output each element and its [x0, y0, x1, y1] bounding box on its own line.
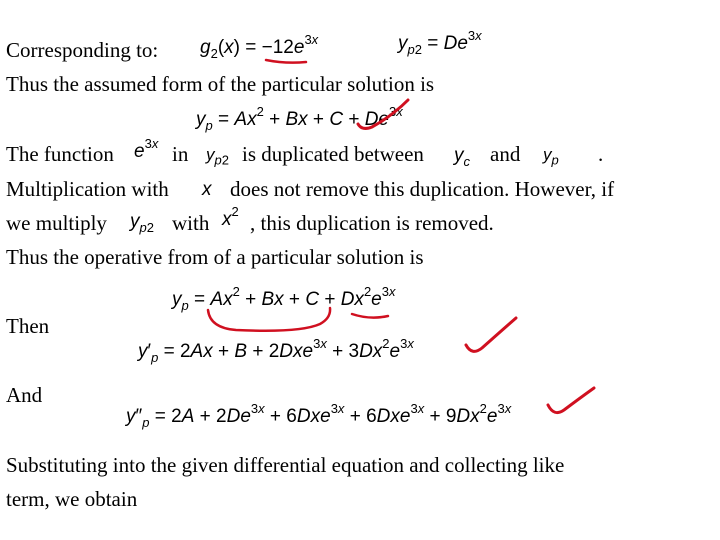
- equation-yp-assumed: $y_p = Ax^2 + Bx + C + De^{3x}$: [196, 103, 403, 133]
- text-assumed-form: Thus the assumed form of the particular solution is: [6, 72, 435, 96]
- equation-yp-operative: $y_p = Ax^2 + Bx + C + Dx^2e^{3x}$: [172, 283, 396, 313]
- text-function-pre: The function: [6, 142, 114, 166]
- arrow-curve-icon: [208, 308, 330, 331]
- text-removed: , this duplication is removed.: [250, 211, 494, 235]
- underline-mark-dx2: [352, 314, 388, 318]
- inline-yp2: $y_{p2}$: [206, 145, 229, 168]
- text-operative: Thus the operative from of a particular solution is: [6, 245, 424, 269]
- inline-x: x: [202, 179, 212, 200]
- inline-yp2-multiply: $y_{p2}$: [130, 211, 154, 235]
- text-with: with: [172, 211, 210, 235]
- equation-g2: $g_2(x) = -12e^{3x}$: [200, 31, 319, 61]
- text-in: in: [172, 142, 189, 166]
- underline-mark: [266, 60, 306, 63]
- checkmark-icon: [466, 318, 516, 351]
- equation-yp2: $y_{p2} = De^{3x}$: [398, 27, 482, 57]
- text-we-multiply: we multiply: [6, 211, 107, 235]
- text-then: Then: [6, 314, 50, 338]
- text-substituting: Substituting into the given differential equation and collecting like: [6, 453, 565, 477]
- text-duplicated: is duplicated between: [242, 142, 424, 166]
- inline-e3x: $e^{3x}$: [134, 135, 159, 162]
- text-and: and: [490, 142, 521, 166]
- text-corresponding: Corresponding to:: [6, 38, 159, 62]
- inline-x2: $x^2$: [222, 203, 239, 230]
- equation-yp-prime: $y'_p = 2Ax + B + 2Dxe^{3x} + 3Dx^2e^{3x}$: [138, 335, 414, 365]
- checkmark-icon: [548, 388, 594, 413]
- inline-yp: $y_p$: [543, 145, 559, 168]
- equation-yp-double-prime: $y''_p = 2A + 2De^{3x} + 6Dxe^{3x} + 6Dxe^{3x} + 9Dx^2e^{3x}$: [126, 400, 512, 430]
- text-multiplication-post: does not remove this duplication. However, if: [230, 177, 615, 201]
- text-term: term, we obtain: [6, 487, 138, 511]
- text-multiplication-pre: Multiplication with: [6, 177, 169, 201]
- text-period: .: [598, 142, 604, 166]
- text-and-label: And: [6, 383, 43, 407]
- inline-yc: $y_c$: [454, 145, 470, 169]
